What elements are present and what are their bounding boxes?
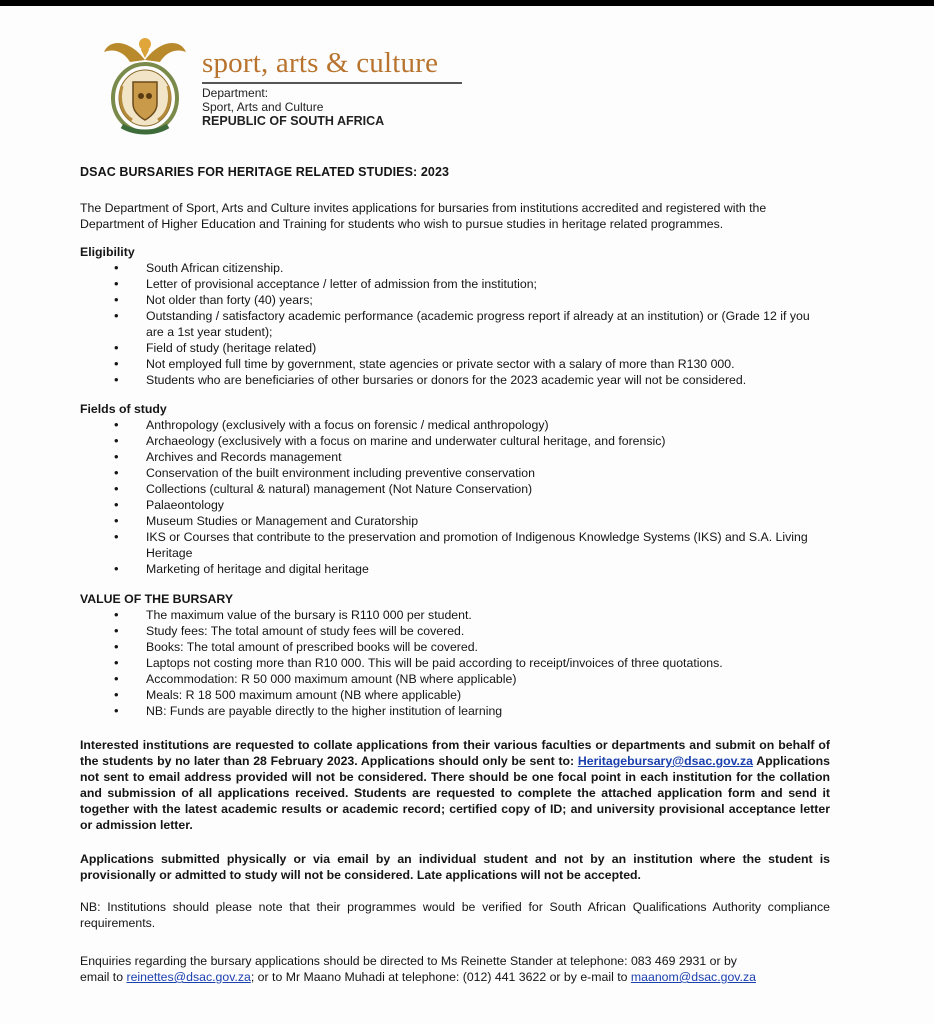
reinette-email-link[interactable]: reinettes@dsac.gov.za	[126, 970, 251, 984]
department-name: Sport, Arts and Culture	[202, 100, 324, 114]
list-item: • Archives and Records management	[80, 449, 830, 465]
heritage-bursary-email-link[interactable]: Heritagebursary@dsac.gov.za	[577, 754, 753, 768]
fields-list	[80, 417, 830, 577]
department-header	[202, 46, 462, 129]
list-item: • Accommodation: R 50 000 maximum amount (NB where applicable)	[80, 671, 830, 687]
department-label: Department:	[202, 86, 269, 100]
list-item: • Students who are beneficiaries of other bursaries or donors for the 2023 academic year will not be considered.	[80, 372, 830, 388]
intro-paragraph: The Department of Sport, Arts and Culture invites applications for bursaries from institutions accredited and registered with the Department of Higher Education and Training for students who wish to pursue studies in heritage related programmes.	[80, 201, 767, 231]
list-item: • IKS or Courses that contribute to the preservation and promotion of Indigenous Knowledge Systems (IKS) and S.A. Living Heritage	[80, 529, 830, 561]
enquiries-line-1: Enquiries regarding the bursary applications should be directed to Ms Reinette Stander at telephone: 083 469 2931 or by	[80, 954, 737, 968]
list-item: • Meals: R 18 500 maximum amount (NB where applicable)	[80, 687, 830, 703]
document-body	[80, 164, 830, 989]
submission-paragraph	[80, 737, 830, 833]
coat-of-arms-logo	[100, 30, 190, 138]
eligibility-heading: Eligibility	[80, 245, 135, 259]
list-item: • Study fees: The total amount of study fees will be covered.	[80, 623, 830, 639]
submission-text-1: Interested institutions are requested to collate applications from their various faculties or departments and submit on behalf of the students by no later than 28 February 2023. Applications should only be sent to:	[80, 738, 830, 768]
list-item: • Outstanding / satisfactory academic performance (academic progress report if already at an institution) or (Grade 12 if you are a 1st year student);	[80, 308, 830, 340]
enquiries-line-2	[80, 969, 830, 989]
list-item: • Laptops not costing more than R10 000. This will be paid according to receipt/invoices of three quotations.	[80, 655, 830, 671]
list-item: • Field of study (heritage related)	[80, 340, 830, 356]
fields-heading: Fields of study	[80, 402, 167, 416]
list-item: • Letter of provisional acceptance / letter of admission from the institution;	[80, 276, 830, 292]
document-title: DSAC BURSARIES FOR HERITAGE RELATED STUDIES: 2023	[80, 165, 450, 179]
list-item: • Palaeontology	[80, 497, 830, 513]
list-item: • Anthropology (exclusively with a focus on forensic / medical anthropology)	[80, 417, 830, 433]
physical-applications-note: Applications submitted physically or via email by an individual student and not by an institution where the student is provisionally or admitted to study will not be considered. Late applications will not be accepted.	[80, 852, 830, 882]
eligibility-list	[80, 260, 830, 388]
list-item: • NB: Funds are payable directly to the higher institution of learning	[80, 703, 830, 719]
list-item: • South African citizenship.	[80, 260, 830, 276]
list-item: • The maximum value of the bursary is R110 000 per student.	[80, 607, 830, 623]
list-item: • Marketing of heritage and digital heritage	[80, 561, 830, 577]
submission-text-2: Applications not sent to email address provided will not be considered. There should be one focal point in each institution for the collation and submission of all applications received. Students are requested to complete the attached application form and send it together with the latest academic results or academic record; certified copy of ID; and university provisional acceptance letter or admission letter.	[80, 754, 831, 832]
list-item: • Books: The total amount of prescribed books will be covered.	[80, 639, 830, 655]
brand-name: sport, arts & culture	[202, 47, 439, 79]
list-item: • Archaeology (exclusively with a focus on marine and underwater cultural heritage, and forensic)	[80, 433, 830, 449]
list-item: • Not employed full time by government, state agencies or private sector with a salary of more than R130 000.	[80, 356, 830, 372]
list-item: • Collections (cultural & natural) management (Not Nature Conservation)	[80, 481, 830, 497]
document-page	[0, 6, 934, 1024]
enquiries-text-a: email to	[80, 970, 127, 984]
enquiries-text-b: ; or to Mr Maano Muhadi at telephone: (012) 441 3622 or by e-mail to	[250, 970, 631, 984]
value-list	[80, 607, 830, 719]
list-item: • Museum Studies or Management and Curatorship	[80, 513, 830, 529]
saqa-note: NB: Institutions should please note that their programmes would be verified for South African Qualifications Authority compliance requirements.	[80, 900, 830, 930]
brand-underline	[202, 82, 462, 84]
maano-email-link[interactable]: maanom@dsac.gov.za	[630, 970, 756, 984]
country-name: REPUBLIC OF SOUTH AFRICA	[202, 114, 385, 128]
value-heading: VALUE OF THE BURSARY	[80, 592, 234, 606]
list-item: • Not older than forty (40) years;	[80, 292, 830, 308]
list-item: • Conservation of the built environment including preventive conservation	[80, 465, 830, 481]
